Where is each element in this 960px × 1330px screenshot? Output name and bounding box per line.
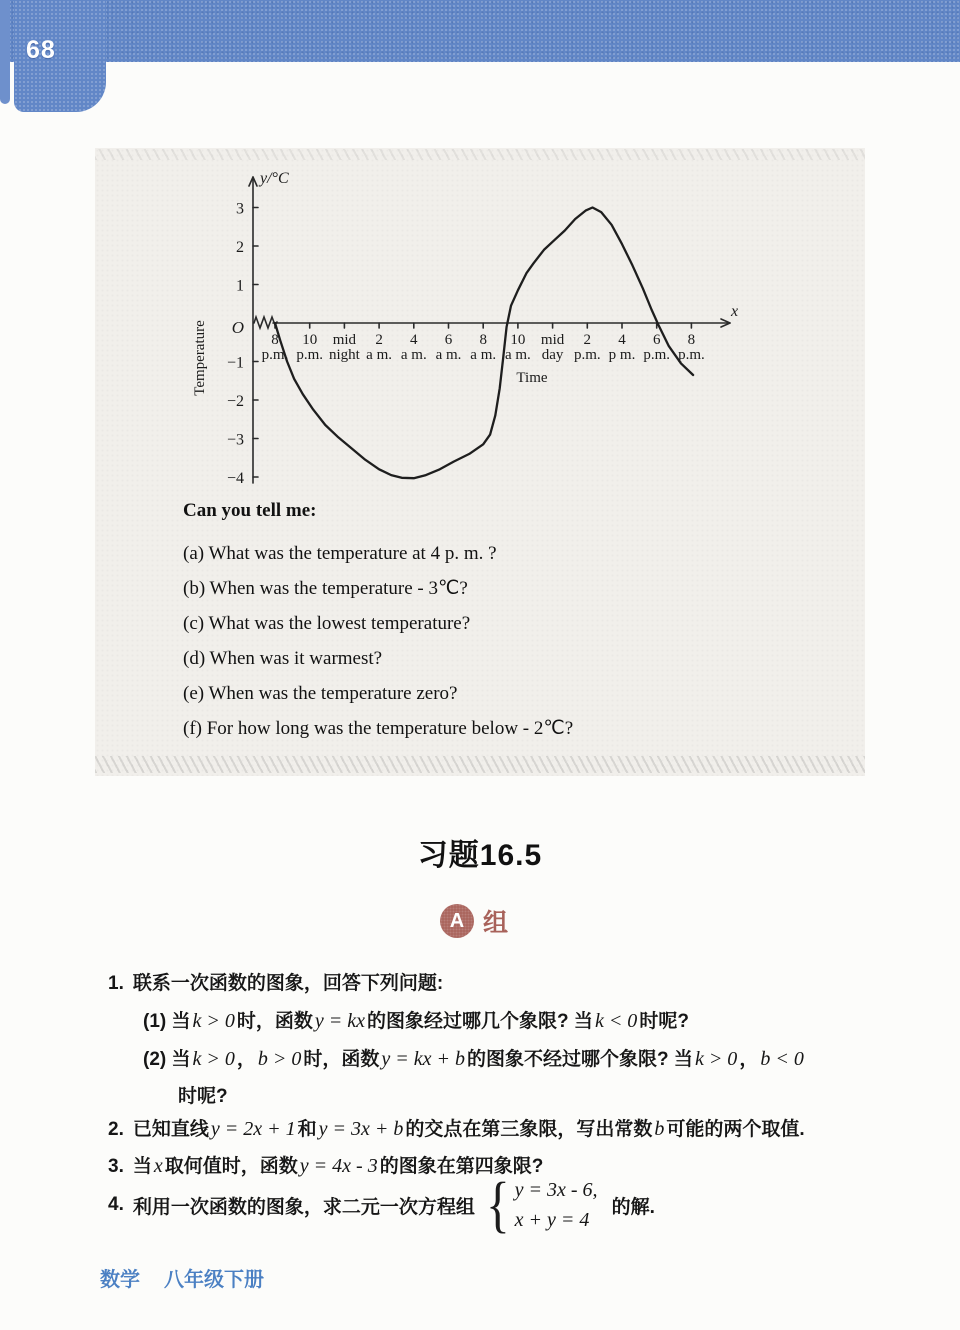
text-run: ， — [739, 1049, 759, 1070]
x-tick-label: mid day — [540, 332, 565, 363]
x-tick-label: 6 p.m. — [643, 332, 671, 363]
text-run: 取何值时，函数 — [164, 1156, 298, 1177]
math-expression: y = 2x + 1 — [210, 1118, 296, 1140]
exercise-3-number: 3. — [108, 1156, 124, 1177]
math-expression: y = 3x + b — [318, 1118, 404, 1140]
question-item: (e) When was the temperature zero? — [183, 683, 458, 704]
temperature-chart — [180, 163, 765, 498]
x-tick-label: 10 p.m. — [296, 332, 324, 363]
exercise-2-text — [133, 1119, 805, 1140]
hatch-bottom-edge — [95, 756, 865, 773]
math-expression: b < 0 — [760, 1048, 804, 1070]
exercise-4 — [108, 1172, 655, 1238]
hatch-top-edge — [95, 149, 865, 160]
text-run: 联系一次函数的图象，回答下列问题: — [132, 973, 444, 994]
math-expression: b — [654, 1118, 665, 1140]
temperature-axis-label: Temperature — [192, 320, 208, 396]
time-axis-label: Time — [516, 370, 548, 386]
questions-list — [183, 536, 573, 746]
exercise-1-number: 1. — [108, 973, 124, 994]
equation-system — [515, 1175, 598, 1235]
axis-break-zigzag — [254, 317, 277, 328]
page-number: 68 — [26, 36, 56, 64]
math-expression: b > 0 — [257, 1048, 302, 1070]
question-item: (a) What was the temperature at 4 p. m. ? — [183, 543, 497, 564]
x-tick-label: 10 a m. — [504, 332, 531, 363]
text-run: 时，函数 — [236, 1011, 313, 1032]
question-item: (d) When was it warmest? — [183, 648, 383, 669]
y-tick-label: −1 — [226, 354, 244, 372]
exercise-4-post: 的解. — [611, 1196, 655, 1218]
exercise-2-number: 2. — [108, 1119, 124, 1140]
x-tick-label: 2 p.m. — [573, 332, 601, 363]
group-a-badge: A — [440, 904, 474, 938]
math-expression: y = kx — [314, 1010, 366, 1032]
text-run: 时，函数 — [303, 1049, 380, 1070]
x-tick-label: mid night — [328, 332, 360, 363]
section-title: 习题16.5 — [417, 839, 543, 872]
question-item: (b) When was the temperature - 3℃? — [183, 578, 468, 599]
x-tick-label: 8 p.m. — [261, 332, 289, 363]
math-expression: y = kx + b — [381, 1048, 466, 1070]
equation-1: y = 3x - 6, — [514, 1179, 598, 1201]
group-a-row — [440, 903, 508, 939]
y-unit-label: y/°C — [260, 170, 289, 187]
exercise-1-sub1 — [143, 1006, 689, 1033]
y-tick-label: −3 — [226, 431, 244, 449]
page-footer — [100, 1263, 264, 1292]
x-tick-label: 8 a m. — [470, 332, 497, 363]
footer-subject: 数学 — [100, 1269, 140, 1291]
y-tick-label: 3 — [236, 200, 244, 218]
origin-label: O — [231, 318, 244, 337]
text-run: 的图象在第四象限? — [379, 1156, 544, 1177]
x-tick-label: 8 p.m. — [678, 332, 705, 363]
math-expression: x — [153, 1155, 163, 1177]
header-edge-strip — [0, 0, 10, 104]
header-bar — [0, 0, 960, 62]
text-run: 和 — [297, 1119, 317, 1140]
math-expression: k > 0 — [192, 1010, 235, 1032]
math-expression: y = 4x - 3 — [299, 1155, 378, 1177]
system-brace: { — [485, 1171, 510, 1239]
math-expression: k < 0 — [594, 1010, 638, 1032]
exercise-2 — [108, 1114, 805, 1141]
exercise-1 — [108, 968, 443, 995]
exercise-1-sub2-cont: 时呢? — [178, 1086, 228, 1107]
questions-section — [183, 500, 573, 746]
exercise-4-number: 4. — [108, 1194, 124, 1215]
text-run: (1) 当 — [143, 1011, 191, 1032]
text-run: (2) 当 — [143, 1049, 191, 1070]
text-run: 的图象不经过哪个象限? 当 — [467, 1049, 693, 1070]
text-run: 可能的两个取值. — [666, 1119, 805, 1140]
math-expression: k > 0 — [192, 1048, 235, 1070]
exercise-4-text: 利用一次函数的图象，求二元一次方程组 — [132, 1196, 475, 1218]
y-tick-label: −2 — [226, 393, 244, 410]
text-run: ， — [236, 1049, 256, 1070]
text-run: 的图象经过哪几个象限? 当 — [367, 1011, 593, 1032]
footer-grade: 八年级下册 — [164, 1269, 264, 1291]
text-run: 当 — [132, 1156, 152, 1177]
question-item: (c) What was the lowest temperature? — [183, 613, 471, 634]
x-tick-label: 4 p m. — [608, 332, 636, 363]
y-tick-label: 2 — [236, 239, 244, 256]
text-run: 的交点在第三象限，写出常数 — [405, 1119, 653, 1140]
x-tick-label: 2 a m. — [366, 332, 393, 363]
question-item: (f) For how long was the temperature below - 2℃? — [183, 718, 574, 739]
x-tick-label: 4 a m. — [400, 332, 427, 363]
exercise-1-sub2 — [143, 1044, 806, 1071]
exercise-1-text — [133, 973, 443, 994]
text-run: 已知直线 — [132, 1119, 209, 1140]
x-tick-label: 6 a m. — [435, 332, 462, 363]
group-a-label: 组 — [483, 909, 509, 937]
math-expression: k > 0 — [694, 1048, 738, 1070]
equation-2: x + y = 4 — [514, 1209, 590, 1231]
questions-heading: Can you tell me: — [183, 500, 317, 521]
y-tick-label: 1 — [236, 277, 244, 295]
text-run: 时呢? — [639, 1011, 689, 1032]
x-axis-symbol: x — [731, 303, 739, 320]
y-tick-label: −4 — [226, 470, 244, 487]
